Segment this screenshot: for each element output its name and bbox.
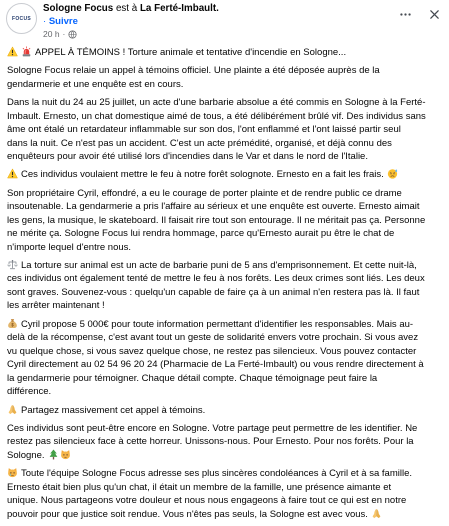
post-text: Cyril propose 5 000€ pour toute information permettant d'identifier les responsables. Mais au- xyxy=(21,318,414,330)
post-paragraph xyxy=(7,422,444,463)
post-timestamp[interactable]: 20 h xyxy=(43,29,60,39)
post-paragraph xyxy=(7,96,444,164)
post-text: différence. xyxy=(7,386,52,398)
post-paragraph xyxy=(7,168,444,182)
post-text-line xyxy=(7,385,444,399)
post-meta xyxy=(43,29,77,40)
scales-icon xyxy=(7,259,18,270)
police-light-icon xyxy=(21,46,32,57)
post-body xyxy=(7,46,444,526)
evergreen-tree-icon xyxy=(48,449,59,460)
crying-cat-face-icon xyxy=(7,467,18,478)
cat-face-icon xyxy=(60,449,71,460)
post-text: Sologne. xyxy=(7,449,45,461)
post-text-line xyxy=(7,331,444,345)
post-text-line xyxy=(7,404,444,418)
post-text: delà de la récompense, c'est avant tout un geste de solidarité envers votre prochain. Si vous avez xyxy=(7,332,419,344)
post-text-line xyxy=(7,168,444,182)
post-paragraph xyxy=(7,467,444,521)
post-text-line xyxy=(7,481,444,495)
post-text-line xyxy=(7,200,444,214)
post-text-line xyxy=(7,318,444,332)
close-icon[interactable] xyxy=(425,5,443,23)
post-text: ne mérite ça. Sologne Focus lui rendra hommage, parce qu'Ernesto aurait pu être le chat de xyxy=(7,228,395,240)
post-text: n'importe lequel d'entre nous. xyxy=(7,241,132,253)
post-text-line xyxy=(7,64,444,78)
post-paragraph xyxy=(7,404,444,418)
post-paragraph xyxy=(7,64,444,91)
post-text: restez pas silencieux face à cette horreur. Unissons-nous. Pour Ernesto. Pour nos forêts. Pour la xyxy=(7,436,414,448)
post-text-line xyxy=(7,508,444,522)
post-paragraph xyxy=(7,187,444,255)
post-text: la gendarmerie pour témoigner. Chaque détail compte. Chaque témoignage peut faire la xyxy=(7,372,378,384)
post-text-line xyxy=(7,272,444,286)
post-text: vu quelque chose, si vous savez quelque chose, ne restez pas silencieux. Vous pouvez contacter xyxy=(7,345,417,357)
warning-icon xyxy=(7,168,18,179)
globe-icon xyxy=(68,30,77,39)
post-text-line xyxy=(7,137,444,151)
post-text-line xyxy=(7,286,444,300)
post-text-line xyxy=(7,449,444,463)
post-text-line xyxy=(7,358,444,372)
post-text-line xyxy=(7,110,444,124)
post-text: Dans la nuit du 24 au 25 juillet, un acte d'une barbarie absolue a été commis en Sologne à la Ferté- xyxy=(7,97,426,109)
follow-separator: · xyxy=(43,16,47,27)
location-connector: est à xyxy=(115,3,138,14)
post-text: âme ont étalé un retardateur inflammable sur son dos, l'ont enflammé et l'ont laissé partir seul xyxy=(7,124,401,136)
location-link[interactable]: La Ferté-Imbault. xyxy=(139,3,219,14)
post-text: les arrêter maintenant ! xyxy=(7,300,105,312)
money-bag-icon xyxy=(7,318,18,329)
sad-sweat-face-icon xyxy=(387,168,398,179)
post-text: Son propriétaire Cyril, effondré, a eu le courage de porter plainte et de rendre public ce drame xyxy=(7,187,402,199)
post-text: La torture sur animal est un acte de barbarie puni de 5 ans d'emprisonnement. Et cette nuit-là, xyxy=(21,259,417,271)
post-text-line xyxy=(7,259,444,273)
post-text: gendarmerie et une enquête est en cours. xyxy=(7,78,184,90)
post-text: Ces individus voulaient mettre le feu à notre forêt solognote. Ernesto en a fait les frais. xyxy=(21,169,384,181)
folded-hands-icon xyxy=(371,508,382,519)
author-name-link[interactable]: Sologne Focus xyxy=(43,3,114,14)
post-text-line xyxy=(7,422,444,436)
post-text: ces individus ont également tenté de mettre le feu à nos forêts. Les deux crimes sont liés. Les deux xyxy=(7,273,425,285)
post-text: dans la nuit. Ce n'est pas un accident. C'est un acte prémédité, organisé, et déjà connu des xyxy=(7,137,392,149)
more-options-icon[interactable] xyxy=(396,5,414,23)
post-text-line xyxy=(7,467,444,481)
post-text-line xyxy=(7,435,444,449)
follow-line xyxy=(43,16,78,28)
post-paragraph xyxy=(7,318,444,399)
post-author-line xyxy=(43,3,219,15)
post-paragraph xyxy=(7,259,444,313)
post-text: unique. Nous partageons votre douleur et nous nous engageons à faire tout ce qui est en notre xyxy=(7,495,407,507)
page-avatar[interactable] xyxy=(6,3,37,34)
post-text: les gens, la musique, le skateboard. Il faisait rire tout son entourage. Il ne méritait pas ça. Personne xyxy=(7,214,426,226)
warning-icon xyxy=(7,46,18,57)
post-text: Imbault. Ernesto, un chat domestique aimé de tous, a été délibérément brûlé vif. Des individus sans xyxy=(7,110,426,122)
post-text-line xyxy=(7,96,444,110)
avatar-logo-text: FOCUS xyxy=(12,15,31,22)
post-text-line xyxy=(7,214,444,228)
post-text: sont graves. Souvenez-vous : quelqu'un capable de faire ça à un animal n'en restera pas là. Il faut xyxy=(7,286,420,298)
post-text-line xyxy=(7,123,444,137)
post-text-line xyxy=(7,299,444,313)
post-text: pouvoir pour que justice soit rendue. Vous n'êtes pas seuls, la Sologne est avec vous. xyxy=(7,508,368,520)
post-text-line xyxy=(7,241,444,255)
post-text: Toute l'équipe Sologne Focus adresse ses plus sincères condoléances à Cyril et à sa famille. xyxy=(21,468,412,480)
post-text: enquêteurs pour avoir été utilisé lors d'incendies dans le Var et dans le nord de l'Italie. xyxy=(7,151,368,163)
post-paragraph xyxy=(7,46,444,60)
post-text-line xyxy=(7,46,444,60)
post-text: Cyril directement au 02 54 96 20 24 (Pharmacie de La Ferté-Imbault) ou vous rendre directement à xyxy=(7,359,424,371)
folded-hands-icon xyxy=(7,404,18,415)
post-text-line xyxy=(7,150,444,164)
post-text: Sologne Focus relaie un appel à témoins officiel. Une plainte a été déposée auprès de la xyxy=(7,65,380,77)
follow-button[interactable]: Suivre xyxy=(48,16,78,27)
post-text: Partagez massivement cet appel à témoins. xyxy=(21,404,206,416)
post-text-line xyxy=(7,372,444,386)
post-text: Ernesto était bien plus qu'un chat, il était un membre de la famille, une présence aimante et xyxy=(7,481,392,493)
timestamp-separator: · xyxy=(62,29,66,39)
post-text-line xyxy=(7,345,444,359)
post-text-line xyxy=(7,187,444,201)
post-text-line xyxy=(7,494,444,508)
post-text-line xyxy=(7,78,444,92)
post-text: APPEL À TÉMOINS ! Torture animale et tentative d'incendie en Sologne... xyxy=(35,47,347,58)
post-text: insoutenable. La gendarmerie a pris l'affaire au sérieux et une enquête est ouverte. Ernesto aimait xyxy=(7,201,420,213)
post-text: Ces individus sont peut-être encore en Sologne. Votre partage peut permettre de les identifier. Ne xyxy=(7,422,418,434)
post-text-line xyxy=(7,227,444,241)
